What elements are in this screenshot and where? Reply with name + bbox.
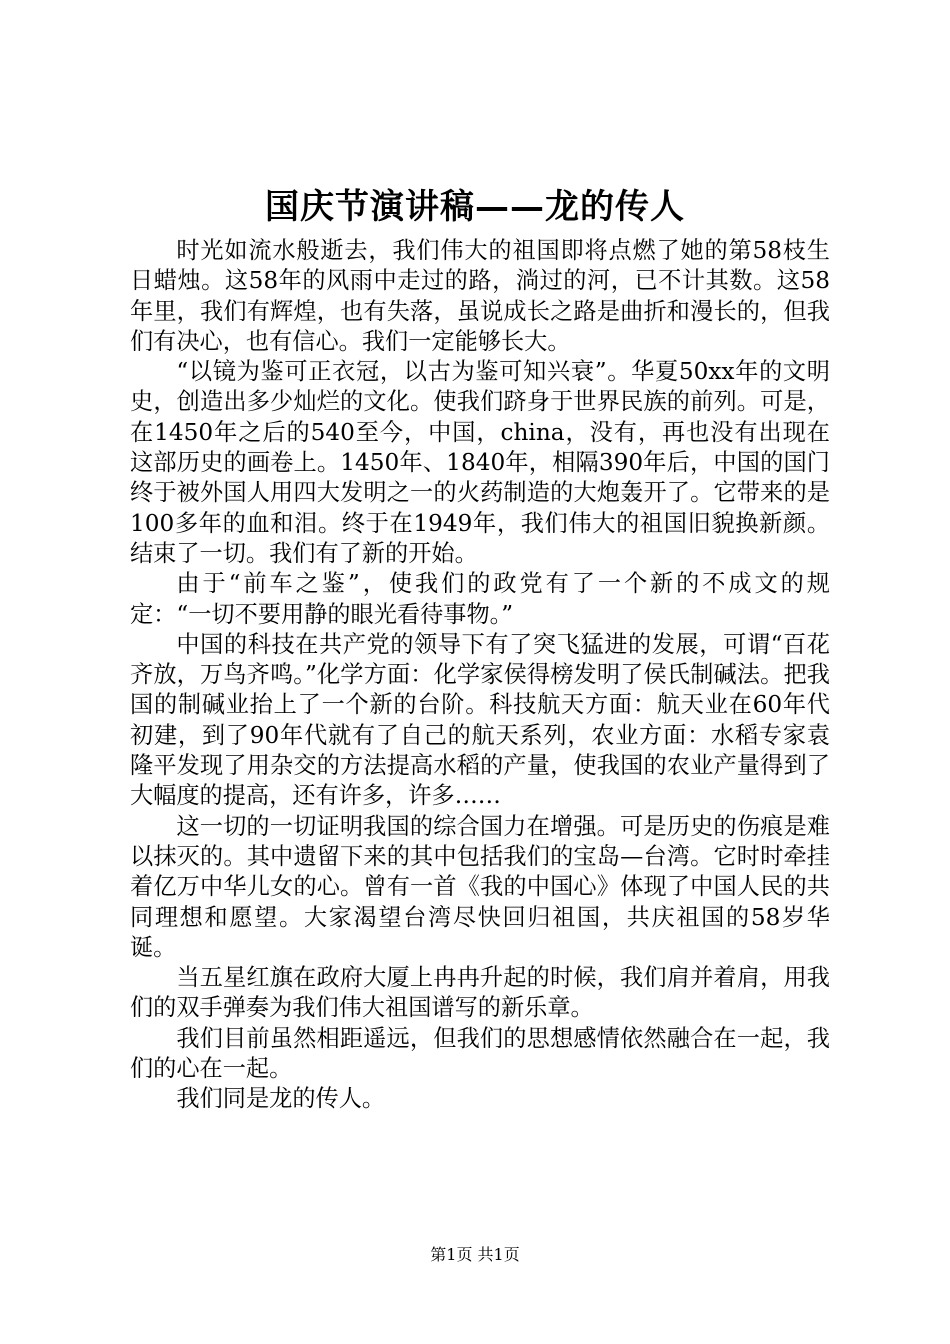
paragraph: 时光如流水般逝去，我们伟大的祖国即将点燃了她的第58枝生日蜡烛。这58年的风雨中走过的路，淌过的河，已不计其数。这58年里，我们有辉煌，也有失落，虽说成长之路是曲折和漫长的，但我们有决心，也有信心。我们一定能够长大。 <box>130 237 830 355</box>
page-number-footer: 第1页 共1页 <box>430 1245 520 1264</box>
paragraph: 由于“前车之鉴”，使我们的政党有了一个新的不成文的规定：“一切不要用静的眼光看待事物。” <box>130 570 830 628</box>
paragraph: 这一切的一切证明我国的综合国力在增强。可是历史的伤痕是难以抹灭的。其中遗留下来的其中包括我们的宝岛—台湾。它时时牵挂着亿万中华儿女的心。曾有一首《我的中国心》体现了中国人民的共同理想和愿望。大家渴望台湾尽快回归祖国，共庆祖国的58岁华诞。 <box>130 812 830 961</box>
paragraph: 我们同是龙的传人。 <box>176 1085 386 1113</box>
paragraph: 我们目前虽然相距遥远，但我们的思想感情依然融合在一起，我们的心在一起。 <box>130 1024 830 1083</box>
paragraph: “以镜为鉴可正衣冠，以古为鉴可知兴衰”。华夏50xx年的文明史，创造出多少灿烂的文化。使我们跻身于世界民族的前列。可是，在1450年之后的540至今，中国，china，没有，再也没有出现在这部历史的画卷上。1450年、1840年，相隔390年后，中国的国门终于被外国人用四大发明之一的火药制造的大炮轰开了。它带来的是100多年的血和泪。终于在1949年，我们伟大的祖国旧貌换新颜。结束了一切。我们有了新的开始。 <box>130 358 830 567</box>
document-body <box>130 236 830 1115</box>
document-title: 国庆节演讲稿——龙的传人 <box>265 187 685 227</box>
paragraph: 当五星红旗在政府大厦上冉冉升起的时候，我们肩并着肩，用我们的双手弹奏为我们伟大祖国谱写的新乐章。 <box>130 964 830 1022</box>
paragraph: 中国的科技在共产党的领导下有了突飞猛进的发展，可谓“百花齐放，万鸟齐鸣。”化学方面：化学家侯得榜发明了侯氏制碱法。把我国的制碱业抬上了一个新的台阶。科技航天方面：航天业在60年代初建，到了90年代就有了自己的航天系列，农业方面：水稻专家袁隆平发现了用杂交的方法提高水稻的产量，使我国的农业产量得到了大幅度的提高，还有许多，许多…… <box>130 630 830 810</box>
